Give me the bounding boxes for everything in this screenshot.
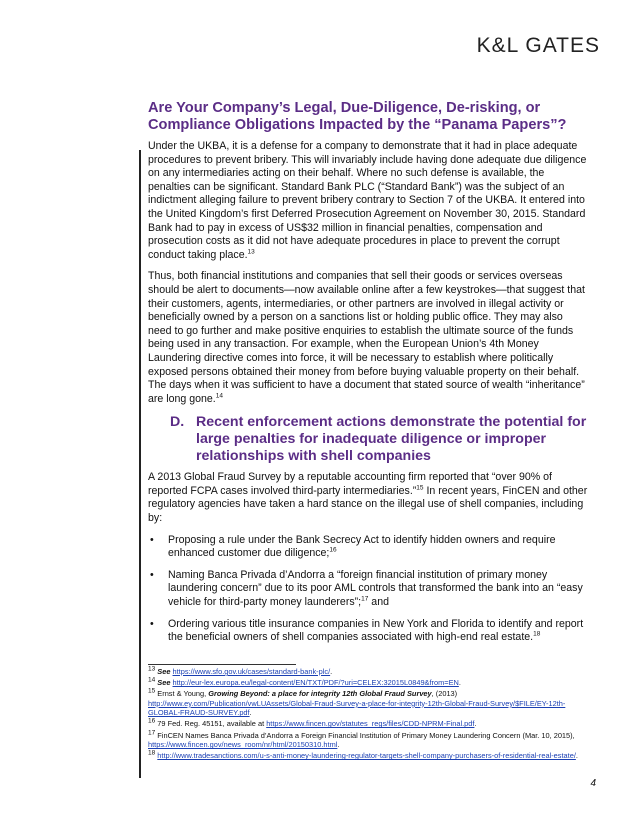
footnote-ref[interactable]: 16 <box>329 546 337 554</box>
footnote-link[interactable]: http://www.ey.com/Publication/vwLUAssets/Global-Fraud-Survey-a-place-for-integrity-12th-Global-Fraud-Survey/$FILE/EY-12th-GLOBAL-FRAUD-SURVEY.pdf <box>148 698 566 718</box>
section-heading: Are Your Company’s Legal, Due-Diligence, De-risking, or Compliance Obligations Impacted by the “Panama Papers”? <box>148 100 567 133</box>
footnote-17: $^{17}$ FinCEN Names Banca Privada d’Andorra a Foreign Financial Institution of Primary Money Laundering Concern (Mar. 10, 2015), https://www.fincen.gov/news_room/nr/html/20150310.html. <box>148 729 575 750</box>
paragraph-ukba: Under the UKBA, it is a defense for a company to demonstrate that it had in place adequate procedures to prevent bribery. This will invariably include having done adequate due diligence on any intermediaries acting on their behalf. Where no such defense is available, the penalties can be significant. Standard Bank PLC (“Standard Bank”) was the subject of an indictment alleging failure to prevent bribery contrary to Section 7 of the UKBA. It entered into the United Kingdom’s first Deferred Prosecution Agreement on November 30, 2015. Standard Bank had to pay in excess of US$32 million in financial penalties, compensation and prosecution costs as it did not have adequate procedures in place to prevent the corrupt conduct taking place.$^{13}$ <box>148 140 587 261</box>
footnote-link[interactable]: https://www.sfo.gov.uk/cases/standard-bank-plc/ <box>172 667 331 676</box>
footnote-ref[interactable]: 15 <box>416 484 424 492</box>
subsection-heading <box>148 414 588 465</box>
bullet-icon: • <box>150 568 154 581</box>
list-item: • Naming Banca Privada d’Andorra a “foreign financial institution of primary money laundering concern” due to its poor AML controls that transformed the bank into an “easy vehicle for third-party money launderers”;$^{17}$ and <box>150 568 583 609</box>
bullet-list <box>148 534 588 645</box>
page-number: 4 <box>590 778 596 789</box>
paragraph-thus: Thus, both financial institutions and companies that sell their goods or services overseas should be alert to documents—now available online after a few keystrokes—that suggest that their customers, agents, intermediaries, or other partners are involved in illegal activity or beneficially owned by a person on a sanctions list or holding public office. They may also need to go further and make positive enquiries to establish the ultimate source of the funds being used in any transaction. For example, when the European Union’s 4th Money Laundering directive comes into force, it will be necessary to establish where politically exposed persons obtained their money from before buying valuable property on their behalf. The days when it was sufficient to have a document that stated source of wealth “inheritance” are long gone.$^{14}$ <box>148 270 585 405</box>
footnote-16: $^{16}$ 79 Fed. Reg. 45151, available at https://www.fincen.gov/statutes_regs/files/CDD-NPRM-Final.pdf. <box>148 718 477 729</box>
footnote-18: $^{18}$ http://www.tradesanctions.com/u-s-anti-money-laundering-regulator-targets-shell-company-purchasers-of-residential-real-estate/. <box>148 749 578 761</box>
list-item: • Proposing a rule under the Bank Secrecy Act to identify hidden owners and require enhanced customer due diligence;$^{16}$ <box>150 533 556 560</box>
footnote-link[interactable]: https://www.fincen.gov/news_room/nr/html/20150310.html <box>148 740 338 750</box>
footnote-ref[interactable]: 18 <box>533 630 541 638</box>
footnote-13: $^{13}$ See https://www.sfo.gov.uk/cases/standard-bank-plc/. <box>148 665 333 676</box>
footnote-ref[interactable]: 14 <box>215 392 223 400</box>
footnote-link[interactable]: https://www.fincen.gov/statutes_regs/files/CDD-NPRM-Final.pdf <box>266 719 475 729</box>
subsection-letter: D. <box>170 414 185 431</box>
footnote-divider <box>148 664 296 665</box>
footnote-link[interactable]: http://eur-lex.europa.eu/legal-content/EN/TXT/PDF/?uri=CELEX:32015L0849&from=EN <box>172 678 459 688</box>
firm-logo: K&L GATES <box>476 34 600 57</box>
footnote-14: $^{14}$ See http://eur-lex.europa.eu/legal-content/EN/TXT/PDF/?uri=CELEX:32015L0849&from=EN. <box>148 676 461 688</box>
margin-rule <box>139 150 141 778</box>
subsection-title: Recent enforcement actions demonstrate the potential for large penalties for inadequate diligence or improper relationships with shell companies <box>196 414 587 465</box>
bullet-icon: • <box>150 617 154 630</box>
paragraph-fraud-survey: A 2013 Global Fraud Survey by a reputable accounting firm reported that “over 90% of reported FCPA cases involved third-party intermediaries.”$^{15}$ In recent years, FinCEN and other regulatory agencies have taken a hard stance on the illegal use of shell companies, including by: <box>148 471 588 525</box>
footnote-link[interactable]: http://www.tradesanctions.com/u-s-anti-money-laundering-regulator-targets-shell-company-purchasers-of-residential-real-estate/ <box>157 751 576 761</box>
bullet-icon: • <box>150 533 154 546</box>
list-item: • Ordering various title insurance companies in New York and Florida to identify and report the beneficial owners of shell companies associated with high-end real estate.$^{18}$ <box>150 617 584 644</box>
main-content <box>148 100 588 653</box>
footnotes <box>148 667 592 762</box>
footnote-ref[interactable]: 13 <box>247 248 255 256</box>
footnote-15: $^{15}$ Ernst & Young, Growing Beyond: a place for integrity 12th Global Fraud Survey, (2013) http://www.ey.com/Publication/vwLUAssets/Global-Fraud-Survey-a-place-for-integrity-12th-Global-Fraud-Survey/$FILE/EY-12th-GLOBAL-FRAUD-SURVEY.pdf. <box>148 687 566 718</box>
footnote-ref[interactable]: 17 <box>361 595 369 603</box>
